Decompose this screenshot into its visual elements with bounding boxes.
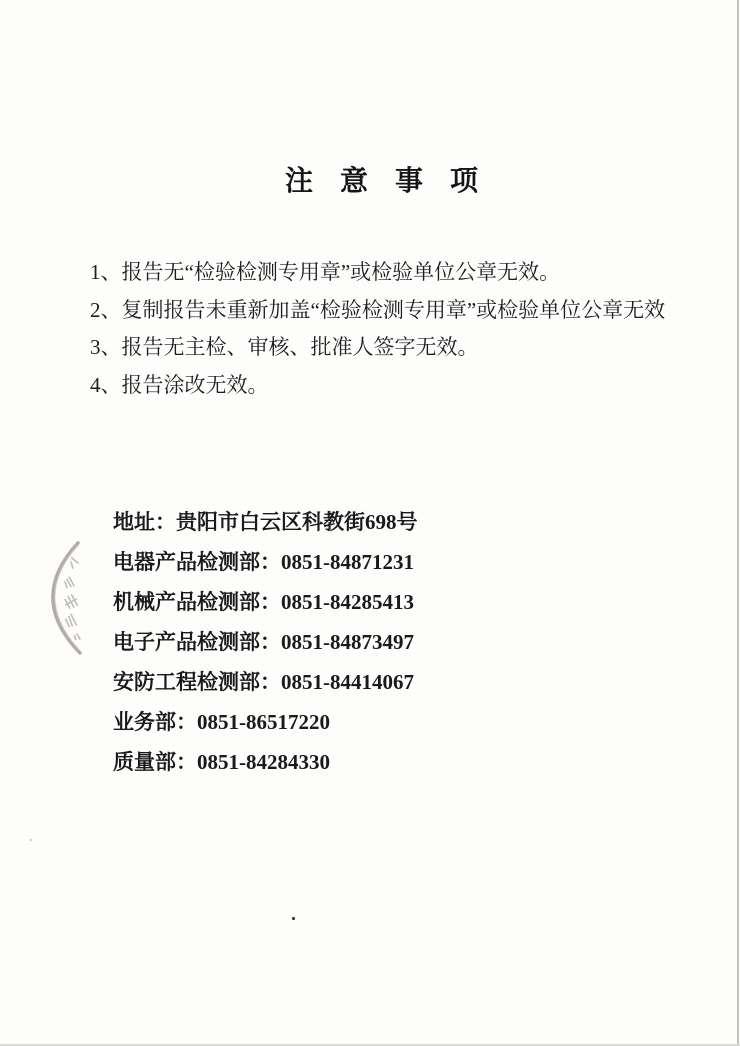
note-item-1: 1、报告无“检验检测专用章”或检验单位公章无效。 [90,260,561,284]
contact-business-dept: 业务部：0851-86517220 [113,710,330,734]
scan-speck-faint [30,839,32,841]
notes-list [90,254,690,404]
contact-security-dept: 安防工程检测部：0851-84414067 [113,670,414,694]
partial-seal-stamp-icon [40,533,110,668]
contact-machinery-dept: 机械产品检测部：0851-84285413 [113,590,414,614]
contact-quality-dept: 质量部：0851-84284330 [113,750,330,774]
scan-speck [292,917,295,920]
contact-address: 地址：贵阳市白云区科教街698号 [113,510,418,534]
note-item-2: 2、复制报告未重新加盖“检验检测专用章”或检验单位公章无效 [90,297,666,322]
contact-electrical-dept: 电器产品检测部：0851-84871231 [113,550,414,574]
scan-edge-right [737,0,739,1046]
contact-block [113,502,533,782]
page-title: 注意事项 [285,166,506,197]
contact-electronics-dept: 电子产品检测部：0851-84873497 [113,630,414,654]
note-item-3: 3、报告无主检、审核、批准人签字无效。 [90,335,479,359]
note-item-4: 4、报告涂改无效。 [90,372,269,397]
